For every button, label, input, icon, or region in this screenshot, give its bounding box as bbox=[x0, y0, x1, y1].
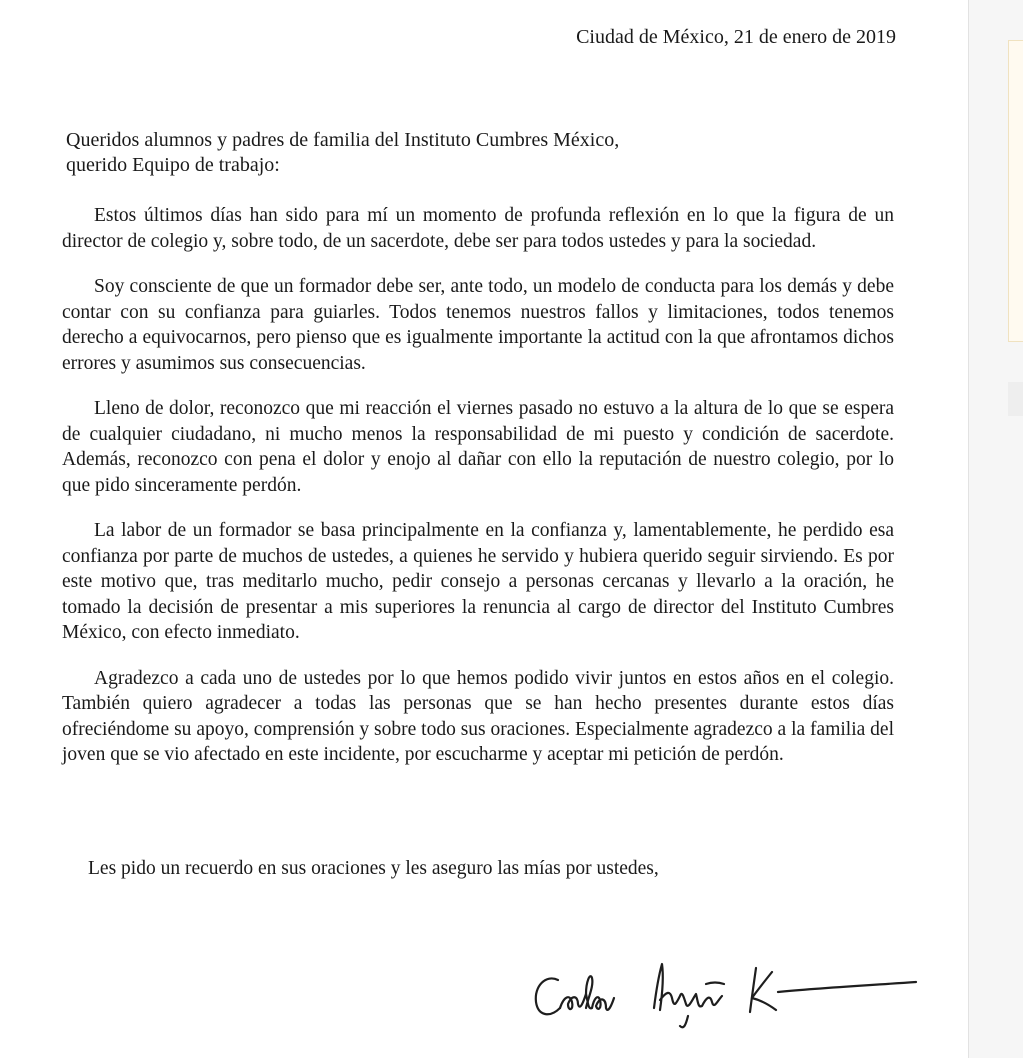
letter-body bbox=[62, 203, 894, 788]
side-panel bbox=[1008, 40, 1023, 342]
handwritten-signature-icon bbox=[528, 938, 920, 1030]
salutation-line: Queridos alumnos y padres de familia del Instituto Cumbres México, bbox=[66, 129, 620, 151]
paragraph: Estos últimos días han sido para mí un momento de profunda reflexión en lo que la figura de un director de colegio y, sobre todo, de un sacerdote, debe ser para todos ustedes y para la sociedad. bbox=[62, 205, 894, 252]
paragraph: Lleno de dolor, reconozco que mi reacción el viernes pasado no estuvo a la altura de lo que se espera de cualquier ciudadano, ni mucho menos la responsabilidad de mi puesto y condición de sacerdote. Además, reconozco con pena el dolor y enojo al dañar con ello la reputación de nuestro colegio, por lo que pido sinceramente perdón. bbox=[62, 398, 894, 496]
closing-line: Les pido un recuerdo en sus oraciones y les aseguro las mías por ustedes, bbox=[88, 858, 659, 879]
letter-date: Ciudad de México, 21 de enero de 2019 bbox=[576, 26, 896, 48]
side-panel-secondary bbox=[1008, 382, 1023, 416]
paragraph: Soy consciente de que un formador debe ser, ante todo, un modelo de conducta para los demás y debe contar con su confianza para guiarles. Todos tenemos nuestros fallos y limitaciones, todos tenemos derecho a equivocarnos, pero pienso que es igualmente importante la actitud con la que afrontamos dichos errores y asumimos sus consecuencias. bbox=[62, 276, 894, 374]
paragraph: La labor de un formador se basa principalmente en la confianza y, lamentablemente, he perdido esa confianza por parte de muchos de ustedes, a quienes he servido y hubiera querido seguir sirviendo. Es por este motivo que, tras meditarlo mucho, pedir consejo a personas cercanas y llevarlo a la oración, he tomado la decisión de presentar a mis superiores la renuncia al cargo de director del Instituto Cumbres México, con efecto inmediato. bbox=[62, 520, 894, 643]
salutation bbox=[66, 128, 619, 178]
salutation-line: querido Equipo de trabajo: bbox=[66, 154, 280, 176]
paragraph: Agradezco a cada uno de ustedes por lo que hemos podido vivir juntos en estos años en el colegio. También quiero agradecer a todas las personas que se han hecho presentes durante estos días ofreciéndome su apoyo, comprensión y sobre todo sus oraciones. Especialmente agradezco a la familia del joven que se vio afectado en este incidente, por escucharme y aceptar mi petición de perdón. bbox=[62, 667, 894, 765]
